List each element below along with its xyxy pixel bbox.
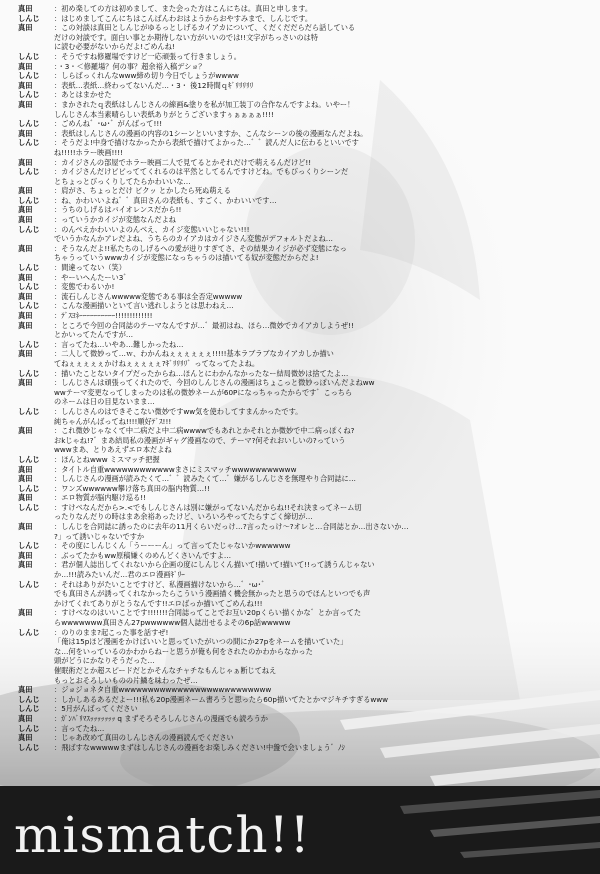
speaker-name: しんじ bbox=[18, 51, 40, 61]
speaker-name: 真田 bbox=[18, 311, 33, 320]
dialogue-text-line: ：初め楽しての方は初めまして、また会った方はこんにちは。真田と申します。 bbox=[54, 4, 313, 13]
dialogue-text-line: とちょっとびっくりしてたらかわいいな… bbox=[54, 176, 191, 186]
dialogue-text-line: ：二人して微妙って…ｗ、わかんねぇぇぇぇぇぇ!!!!!基本ラブラブなカイアカしか描い bbox=[54, 349, 334, 359]
dialogue-line bbox=[18, 186, 582, 196]
speaker-name: 真田 bbox=[18, 23, 33, 33]
dialogue-text-line: ：やーいへんたーい3゛ bbox=[54, 272, 131, 282]
dialogue-text-line: ：それはありがたいことですけど、私漫画描けないから…゛･ω･゛ bbox=[54, 579, 269, 589]
dialogue-text-line: ：変態でわるいか! bbox=[54, 282, 115, 292]
dialogue-line bbox=[18, 570, 582, 580]
dialogue-text-line: でも真田さんが誘ってくれなかったらこういう漫画描く機会無かったと思うのでほんといつでも声 bbox=[54, 589, 371, 599]
dialogue-text-line: ：表紙…表紙…終わってないんだ…・3・ 後12時間ｑｷﾞﾘﾘﾘﾘﾘ bbox=[54, 80, 254, 90]
dialogue-line bbox=[18, 90, 582, 100]
dialogue-text-line: ：まかされたｑ表紙はしんじさんの線画&塗りを私が加工装丁の合作なんですよね。いやー！ bbox=[54, 99, 355, 109]
speaker-name: 真田 bbox=[18, 464, 33, 474]
speaker-name: しんじ bbox=[18, 454, 40, 464]
dialogue-text-line: ：エロ物質が脳内駆け巡る!! bbox=[54, 493, 147, 503]
dialogue-text-line: ：肩がさ、ちょっとだけ ビクッ とかしたら死ぬ萌える bbox=[54, 186, 231, 196]
dialogue-text-line: ：この対談は真田としんじがゆるっとしげるカイアカについて、くだくだだらだら話している bbox=[54, 23, 356, 33]
dialogue-text-line: でいうかなんかアレだよね、うちらのカイアカはカイジさん変態がデフォルトだよね… bbox=[54, 234, 333, 244]
dialogue-line bbox=[18, 369, 582, 379]
dialogue-text-line: しんじさん本当素晴らしい表紙ありがとうございますぅぁぁぁぁ!!!! bbox=[54, 109, 274, 119]
dialogue-text-line: ：ﾃﾞｽﾖﾈｰｰｰｰｰｰｰｰｰｰ!!!!!!!!!!!!! bbox=[54, 311, 153, 320]
dialogue-line bbox=[18, 618, 582, 628]
dialogue-text-line: ：そうですね修羅場ですけど一応頑張って行きましょう。 bbox=[54, 51, 241, 61]
dialogue-text-line: ：表紙はしんじさんの漫画の内容の1シーンといいますか、こんなシーンの後の漫画なんだよね。 bbox=[54, 128, 368, 138]
speaker-name: しんじ bbox=[18, 13, 40, 23]
dialogue-text-line: ：間違ってない（笑） bbox=[54, 263, 126, 273]
dialogue-text-line: ：言ってたね… bbox=[54, 723, 105, 733]
dialogue-line bbox=[18, 608, 582, 618]
dialogue-line bbox=[18, 465, 582, 475]
dialogue-text-line: ：ごめんね゛･ω･゛がんばって!!! bbox=[54, 119, 163, 129]
dialogue-text-line: ：すけべなのはいいことです!!!!!!!合同誌ってことでお互い20pくらい描くかな゛とか言ってた bbox=[54, 608, 362, 618]
dialogue-line bbox=[18, 340, 582, 350]
speaker-name: しんじ bbox=[18, 301, 40, 311]
dialogue-line bbox=[18, 666, 582, 676]
dialogue-line bbox=[18, 560, 582, 570]
dialogue-text-line: ：タイトル自重wwwwwwwwwwwwまさにミスマッチwwwwwwwwwww bbox=[54, 464, 297, 474]
speaker-name: 真田 bbox=[18, 243, 33, 253]
dialogue-text-line: wwwまあ、とりあえずエロ本だよね bbox=[54, 445, 172, 455]
speaker-name: しんじ bbox=[18, 339, 40, 349]
speaker-name: しんじ bbox=[18, 502, 40, 512]
dialogue-line bbox=[18, 52, 582, 62]
speaker-name: 真田 bbox=[18, 99, 33, 109]
speaker-name: しんじ bbox=[18, 167, 40, 177]
dialogue-text-line: ：しんじを合同誌に誘ったのに去年の11月くらいだっけ…?言ったっけ〜?オレと…合同誌とか…出さないか… bbox=[54, 522, 409, 532]
speaker-name: 真田 bbox=[18, 128, 33, 138]
speaker-name: 真田 bbox=[18, 560, 33, 570]
dialogue-line bbox=[18, 503, 582, 513]
dialogue-line bbox=[18, 311, 582, 321]
dialogue-line bbox=[18, 580, 582, 590]
dialogue-line bbox=[18, 321, 582, 331]
dialogue-line bbox=[18, 455, 582, 465]
dialogue-text-line: ：っていうかカイジが変態なんだよね bbox=[54, 215, 176, 225]
dialogue-text-line: ：こんな漫画描いといて言い逃れしようとは思わねえ… bbox=[54, 301, 234, 311]
dialogue-line bbox=[18, 42, 582, 52]
speaker-name: しんじ bbox=[18, 704, 40, 714]
speaker-name: しんじ bbox=[18, 483, 40, 493]
dialogue-line bbox=[18, 599, 582, 609]
dialogue-line bbox=[18, 62, 582, 72]
dialogue-line bbox=[18, 14, 582, 24]
dialogue-text-line: ：はじめましてこんにちはこんばんわおはようからおやすみまで、しんじです。 bbox=[54, 13, 313, 23]
speaker-name: しんじ bbox=[18, 368, 40, 378]
dialogue-text-line: だけの対談です。面白い事とか期待しない方がいいのでは!!文字がちっさいのは特 bbox=[54, 32, 318, 42]
dialogue-text-line: 頭がどうにかなりそうだった… bbox=[54, 656, 155, 666]
dialogue-text-line: ：ぶってたかもww原稿嫌くのめんどくさいんですよ… bbox=[54, 550, 232, 560]
speaker-name: しんじ bbox=[18, 119, 40, 129]
dialogue-text-line: 催眠術だとか超スピードだとかそんなチャチなもんじゃぁ断じてねえ bbox=[54, 665, 277, 675]
speaker-name: 真田 bbox=[18, 349, 33, 359]
dialogue-line bbox=[18, 359, 582, 369]
speaker-name: 真田 bbox=[18, 61, 33, 71]
dialogue-line bbox=[18, 484, 582, 494]
speaker-name: しんじ bbox=[18, 195, 40, 205]
dialogue-line bbox=[18, 426, 582, 436]
dialogue-line bbox=[18, 225, 582, 235]
dialogue-text-line: らwwwwwww真田さん27pwwwwww個人誌出せるよその6p話wwwww bbox=[54, 618, 291, 627]
speaker-name: 真田 bbox=[18, 608, 33, 618]
dialogue-text-line: ったりなんだりの時はまあ余裕あったけど、いろいろやってたらすごく締切が… bbox=[54, 512, 313, 522]
dialogue-text-line: ：そうだよ!中身で描けなかったから表紙で描けてよかった…゛゛読んだ人に伝わるといいです bbox=[54, 138, 359, 148]
dialogue-text-line: ：言ってたね…いやあ…難しかったね… bbox=[54, 339, 184, 349]
dialogue-line bbox=[18, 417, 582, 427]
speaker-name: しんじ bbox=[18, 579, 40, 589]
dialogue-line bbox=[18, 253, 582, 263]
speaker-name: しんじ bbox=[18, 282, 40, 292]
dialogue-text-line: ：これ微妙じゃなくて中二病だよ中二病wwwwでもあれとかそれとか微妙で中二病っぽくね? bbox=[54, 426, 355, 436]
dialogue-line bbox=[18, 714, 582, 724]
speaker-name: 真田 bbox=[18, 685, 33, 695]
dialogue-text-line: ：流石しんじさんwwwww変態である事は全否定wwwww bbox=[54, 291, 243, 301]
dialogue-line bbox=[18, 282, 582, 292]
dialogue-text-line: ：5月がんばってください bbox=[54, 704, 138, 714]
dialogue-line bbox=[18, 292, 582, 302]
dialogue-line bbox=[18, 628, 582, 638]
dialogue-line bbox=[18, 743, 582, 753]
dialogue-text-line: ：君が個人誌出してくれないから企画の度にしんじくん描いて!描いて!描いて!!って誘うんじゃない bbox=[54, 560, 375, 570]
dialogue-text-line: ：ワンズwwwwww攀け落ち真田の脳内物質…!! bbox=[54, 483, 210, 493]
speaker-name: 真田 bbox=[18, 80, 33, 90]
book-title: mismatch!! bbox=[14, 806, 311, 864]
dialogue-text-line: ちゃうっていうwwwカイジが変態になっちゃうのは描いてる奴が変態だからだよ! bbox=[54, 253, 319, 263]
dialogue-line bbox=[18, 129, 582, 139]
dialogue-line bbox=[18, 4, 582, 14]
speaker-name: しんじ bbox=[18, 723, 40, 733]
dialogue-line bbox=[18, 263, 582, 273]
dialogue-text-line: のネームは日の目見ないまま… bbox=[54, 397, 155, 407]
dialogue-line bbox=[18, 378, 582, 388]
dialogue-line bbox=[18, 512, 582, 522]
speaker-name: しんじ bbox=[18, 627, 40, 637]
dialogue-line bbox=[18, 704, 582, 714]
speaker-name: しんじ bbox=[18, 742, 40, 752]
dialogue-line bbox=[18, 685, 582, 695]
speaker-name: 真田 bbox=[18, 157, 33, 167]
dialogue-line bbox=[18, 397, 582, 407]
dialogue-line bbox=[18, 301, 582, 311]
dialogue-text bbox=[18, 4, 582, 776]
speaker-name: しんじ bbox=[18, 541, 40, 551]
dialogue-text-line: ：のりのまま?起こった事を話すぜ! bbox=[54, 627, 169, 637]
dialogue-text-line: ：しんじさんの漫画が読みたくて…゛゛読みたくて…゛嫌がるしんじさを無理やり合同誌に… bbox=[54, 474, 356, 484]
dialogue-text-line: ：ところで今回の合同誌のテーマなんですが…゛最初はね、ほら…微妙でカイアカしようぜ!! bbox=[54, 320, 354, 330]
dialogue-line bbox=[18, 244, 582, 254]
speaker-name: 真田 bbox=[18, 426, 33, 436]
dialogue-line bbox=[18, 493, 582, 503]
dialogue-text-line: ：その度にしんじくん「うーーーん」って言ってたじゃないかwwwwww bbox=[54, 541, 291, 551]
speaker-name: しんじ bbox=[18, 406, 40, 416]
dialogue-line bbox=[18, 656, 582, 666]
dialogue-text-line: ：飛ばすなwwwwwまずはしんじさんの漫画をお楽しみください!中盤で会いましょう゛ﾉｼ bbox=[54, 742, 346, 752]
speaker-name: 真田 bbox=[18, 493, 33, 503]
dialogue-text-line: ：しかしあるあるだよー!!!私も20p漫画ネーム書ろうと思ったら60p描いてたとかマジキチすぎるwww bbox=[54, 694, 389, 704]
dialogue-line bbox=[18, 205, 582, 215]
dialogue-text-line: ：すけべなんだから>.<でもしんじさんは別に嫌がってないんだからね!!それ決まってネーム切 bbox=[54, 502, 362, 512]
dialogue-text-line: 「俺は15pほど漫画をかけばいいと思っていたがいつの間にか27pをネームを描いていた」 bbox=[54, 637, 348, 647]
dialogue-line bbox=[18, 436, 582, 446]
dialogue-text-line: ：あとはまかせた bbox=[54, 90, 112, 100]
dialogue-text-line: ：うちのしげるはバイオレンスだから!! bbox=[54, 205, 182, 215]
dialogue-line bbox=[18, 273, 582, 283]
dialogue-line bbox=[18, 33, 582, 43]
speaker-name: しんじ bbox=[18, 224, 40, 234]
speaker-name: 真田 bbox=[18, 272, 33, 282]
dialogue-line bbox=[18, 330, 582, 340]
dialogue-text-line: に読む必要がないからだよ!ごめんね! bbox=[54, 42, 175, 52]
dialogue-line bbox=[18, 81, 582, 91]
speaker-name: 真田 bbox=[18, 550, 33, 560]
dialogue-text-line: ：しんじさんのはできそこない微妙ですww気を使わしてすまんかったです。 bbox=[54, 406, 303, 416]
dialogue-line bbox=[18, 551, 582, 561]
speaker-name: 真田 bbox=[18, 291, 33, 301]
dialogue-line bbox=[18, 119, 582, 129]
dialogue-text-line: てねぇぇぇぇぇかけねぇぇぇぇぇ?ｷﾞﾘﾘﾘﾘ゛ってなってたよね。 bbox=[54, 358, 260, 368]
speaker-name: 真田 bbox=[18, 713, 33, 723]
dialogue-line bbox=[18, 71, 582, 81]
speaker-name: しんじ bbox=[18, 694, 40, 704]
speaker-name: 真田 bbox=[18, 474, 33, 484]
dialogue-text-line: ね!!!!!ホラー映画!!!! bbox=[54, 147, 124, 157]
dialogue-line bbox=[18, 167, 582, 177]
speaker-name: 真田 bbox=[18, 378, 33, 388]
dialogue-text-line: ：じゃあ改めて真田のしんじさんの漫画読んでください bbox=[54, 733, 234, 743]
dialogue-text-line: ?」って誘いじゃないですか bbox=[54, 531, 145, 541]
dialogue-line bbox=[18, 158, 582, 168]
dialogue-text-line: かけてくれてありがとうなんです!!エロばっか描いてごめんね!!! bbox=[54, 598, 263, 608]
dialogue-text-line: ：ｶﾞﾝﾊﾞﾘﾏｽｯｯｯｯｯｯｯ q まずそろそろしんじさんの漫画でも読ろうか bbox=[54, 713, 268, 723]
speaker-name: 真田 bbox=[18, 215, 33, 225]
dialogue-line bbox=[18, 110, 582, 120]
dialogue-text-line: な…何をいっているのかわからねーと思うが俺も何をされたのかわからなかった bbox=[54, 646, 313, 656]
dialogue-text-line: ：しんじさんは頑張ってくれたので、今回のしんじさんの漫画はちょこっと微妙っぽいんだよねww bbox=[54, 378, 375, 388]
dialogue-line bbox=[18, 695, 582, 705]
dialogue-text-line: ：カイジさんの部屋でホラー映画二人で見てるとかそれだけで萌えるんだけど!! bbox=[54, 157, 312, 167]
dialogue-line bbox=[18, 196, 582, 206]
dialogue-line bbox=[18, 138, 582, 148]
dialogue-text-line: おkじゃね!?゛まあ結局私の漫画がギャグ漫画なので、テーマ?何それおいしいの?っていう bbox=[54, 435, 346, 445]
dialogue-line bbox=[18, 637, 582, 647]
speaker-name: 真田 bbox=[18, 205, 33, 215]
speaker-name: しんじ bbox=[18, 138, 40, 148]
dialogue-text-line: ：しらばっくれんなwww締め切り今日でしょうがwwww bbox=[54, 71, 239, 81]
speaker-name: しんじ bbox=[18, 90, 40, 100]
dialogue-line bbox=[18, 522, 582, 532]
dialogue-line bbox=[18, 234, 582, 244]
dialogue-line bbox=[18, 215, 582, 225]
dialogue-line bbox=[18, 445, 582, 455]
dialogue-line bbox=[18, 676, 582, 686]
speaker-name: 真田 bbox=[18, 733, 33, 743]
speaker-name: 真田 bbox=[18, 522, 33, 532]
dialogue-text-line: wwテーマ変更なってしまったのは私の微妙ネームが60Pになっちゃったからです゛こっちら bbox=[54, 387, 353, 397]
dialogue-line bbox=[18, 724, 582, 734]
dialogue-line bbox=[18, 388, 582, 398]
speaker-name: 真田 bbox=[18, 4, 33, 13]
speaker-name: 真田 bbox=[18, 186, 33, 196]
dialogue-text-line: ：ほんとねwww ミスマッチ把握 bbox=[54, 454, 160, 464]
dialogue-line bbox=[18, 589, 582, 599]
speaker-name: 真田 bbox=[18, 320, 33, 330]
dialogue-text-line: とかいってたんですが… bbox=[54, 330, 134, 340]
speaker-name: しんじ bbox=[18, 263, 40, 273]
dialogue-text-line: もっとおそろしいものの片鱗を味わったぜ… bbox=[54, 675, 198, 685]
dialogue-text-line: ：そうなんだよ!!私たちのしげるへの愛が迸りすぎてさ、その結果カイジが必ず変態になっ bbox=[54, 243, 347, 253]
dialogue-text-line: ：ね、かわいいよね゛゛真田さんの表紙も、すごく、かわいいです… bbox=[54, 195, 277, 205]
dialogue-line bbox=[18, 177, 582, 187]
dialogue-line bbox=[18, 474, 582, 484]
dialogue-line bbox=[18, 407, 582, 417]
dialogue-text-line: ：ジョジョネタ自重wwwwwwwwwwwwwwwwwwwwwwwwww bbox=[54, 685, 272, 695]
dialogue-line bbox=[18, 647, 582, 657]
dialogue-text-line: ：描いたことないタイプだったからね…ほんとにわかんなかったなー結局微妙は捨てたよ… bbox=[54, 368, 349, 378]
dialogue-text-line: か…!!!読みたいんだ…君のエロ漫画ｷﾞﾘｰ bbox=[54, 570, 185, 580]
speaker-name: しんじ bbox=[18, 71, 40, 81]
dialogue-text-line: ：カイジさんだけビビっててくれるのは平然としてるんですけどね。でもびっくりシーンだ bbox=[54, 167, 349, 177]
dialogue-line bbox=[18, 733, 582, 743]
dialogue-text-line: ：・3・＜修羅場？何の事？超余裕入稿デショ？ bbox=[54, 61, 206, 71]
dialogue-line bbox=[18, 349, 582, 359]
dialogue-line bbox=[18, 100, 582, 110]
dialogue-text-line: ：のんべえかわいいよのんべえ、カイジ変態いいじゃない!!! bbox=[54, 224, 250, 234]
dialogue-text-line: 純ちゃんがんばってね!!!!順好ﾃﾞｽ!!! bbox=[54, 416, 172, 426]
dialogue-line bbox=[18, 532, 582, 542]
dialogue-line bbox=[18, 23, 582, 33]
dialogue-line bbox=[18, 541, 582, 551]
dialogue-line bbox=[18, 148, 582, 158]
